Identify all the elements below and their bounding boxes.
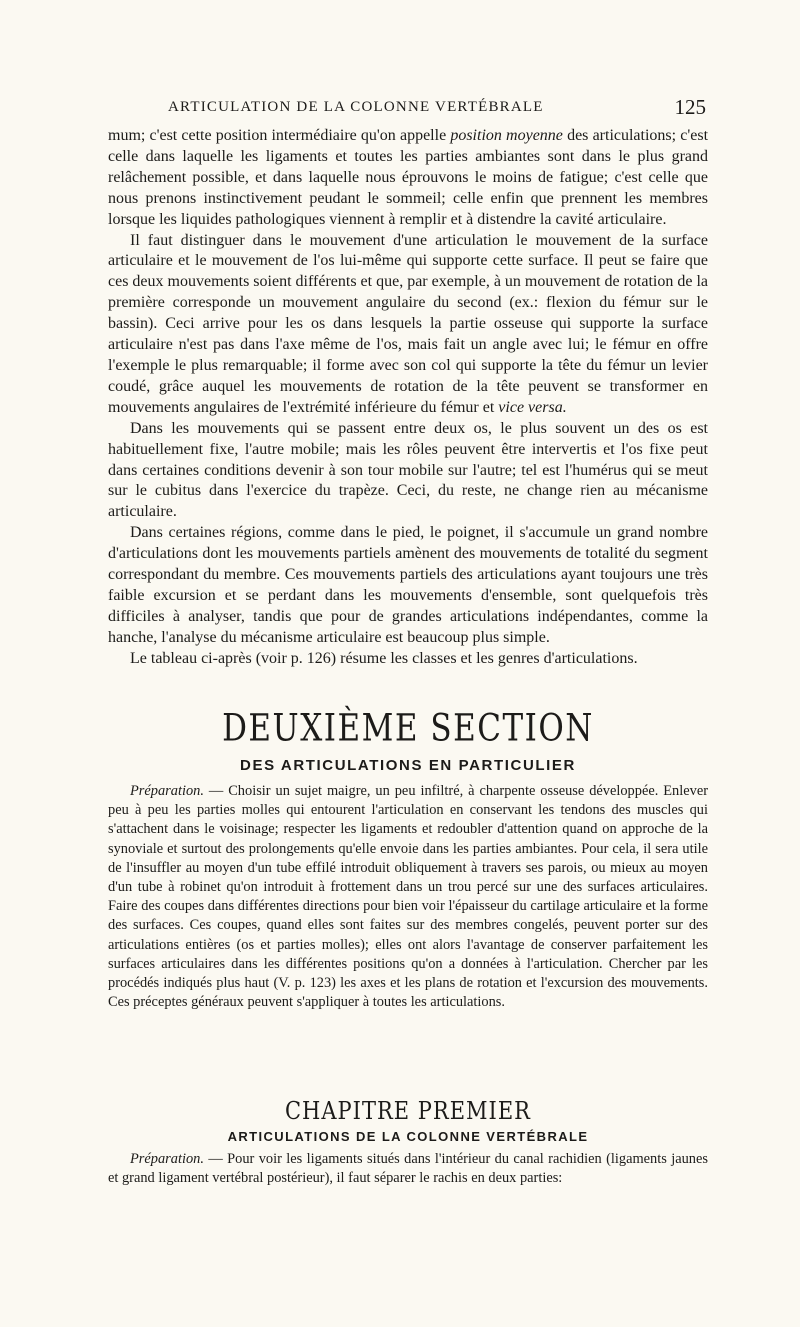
paragraph: Dans les mouvements qui se passent entre deux os, le plus souvent un des os est habituellement fixe, l'autre mobile; mais les rôles peuvent être intervertis et l'os fixe peut dans certaines conditions devenir à son tour mobile sur l'autre; tel est l'humérus qui se meut sur le cubitus dans l'exercice du trapèze. Ceci, du reste, ne change rien au mécanisme articulaire. — [108, 419, 708, 521]
text-run: — Choisir un sujet maigre, un peu infiltré, à charpente osseuse développée. Enlever peu à peu les parties molles qui entourent l'articulation en conservant les tendons des muscles qui s'attachent dans le voisinage; respecter les ligaments et redoubler d'attention quand on approche de la synoviale et surtout des prolongements qu'elle envoie dans les parties ambiantes. Pour cela, il sera utile de l'insuffler au moyen d'un tube effilé introduit obliquement à travers ses parois, ou mieux au moyen d'un tube à robinet qu'on introduit à frottement dans un trou percé sur une des surfaces articulaires. Faire des coupes dans différentes directions pour bien voir l'épaisseur du cartilage articulaire et la forme des surfaces. Ces coupes, quand elles sont faites sur des membres congelés, peuvent porter sur des articulations entières (os et parties molles); elles ont alors l'avantage de conserver parfaitement les surfaces articulaires dans les différentes positions qu'on a données à l'articulation. Chercher par les procédés indiqués plus haut (V. p. 123) les axes et les plans de rotation et l'excursion des mouvements. Ces préceptes généraux peuvent s'appliquer à toutes les articulations. — [108, 783, 708, 1011]
section-title: DEUXIÈME SECTION — [222, 707, 594, 751]
text-run: des articulations; c'est celle dans laquelle les ligaments et toutes les parties ambiantes sont dans le plus grand relâchement possible, et dans laquelle nous éprouvons le moins de fatigue; c'est celle que nous prenons instinctivement peudant le sommeil; celle enfin que prennent les membres lorsque les liquides pathologiques viennent à remplir et à distendre la cavité articulaire. — [108, 127, 709, 228]
italic-term: vice versa. — [498, 398, 567, 416]
italic-term: position moyenne — [450, 127, 563, 144]
chapter-title: CHAPITRE PREMIER — [284, 1097, 531, 1125]
chapter-preparation — [108, 1150, 708, 1188]
page-header — [108, 95, 708, 121]
preparation-label: Préparation. — [130, 783, 204, 799]
chapter-subtitle: ARTICULATIONS DE LA COLONNE VERTÉBRALE — [227, 1129, 589, 1144]
paragraph: Le tableau ci-après (voir p. 126) résume les classes et les genres d'articulations. — [130, 649, 638, 667]
preparation-label: Préparation. — [130, 1151, 204, 1167]
paragraph — [108, 1150, 708, 1188]
text-run: — Pour voir les ligaments situés dans l'intérieur du canal rachidien (ligaments jaunes et grand ligament vertébral postérieur), il faut séparer le rachis en deux parties: — [108, 1151, 708, 1187]
text-run: Il faut distinguer dans le mouvement d'une articulation le mouvement de la surface articulaire et le mouvement de l'os lui-même qui supporte cette surface. Il peut se faire que ces deux mouvements soient différents et que, par exemple, à un mouvement de rotation de la première corresponde un mouvement angulaire du second (ex.: flexion du fémur sur le bassin). Ceci arrive pour les os dans lesquels la partie osseuse qui supporte la surface articulaire n'est pas dans l'axe même de l'os, mais fait un angle avec lui; le fémur en offre l'exemple le plus remarquable; il forme avec son col qui supporte la tête du fémur un levier coudé, grâce auquel les mouvements de rotation de la tête peuvent se transformer en mouvements angulaires de l'extrémité inférieure du fémur et — [108, 231, 708, 416]
section-subtitle: DES ARTICULATIONS EN PARTICULIER — [240, 757, 576, 774]
page-number: 125 — [674, 95, 706, 119]
running-title: ARTICULATION DE LA COLONNE VERTÉBRALE — [168, 99, 544, 115]
paragraph: Dans certaines régions, comme dans le pied, le poignet, il s'accumule un grand nombre d'articulations dont les mouvements partiels amènent des mouvements de totalité du segment correspondant du membre. Ces mouvements partiels des articulations ayant toujours une très faible excursion et se perdant dans les mouvements d'ensemble, sont quelquefois très difficiles à analyser, tandis que pour de grandes articulations indépendantes, comme la hanche, l'analyse du mécanisme articulaire est beaucoup plus simple. — [108, 524, 708, 646]
text-run: mum; c'est cette position intermédiaire qu'on appelle — [108, 127, 451, 144]
paragraph — [108, 782, 708, 1012]
paragraph — [108, 126, 708, 231]
section-preparation — [108, 782, 708, 1012]
paragraph — [108, 231, 708, 419]
body-text — [108, 126, 708, 670]
